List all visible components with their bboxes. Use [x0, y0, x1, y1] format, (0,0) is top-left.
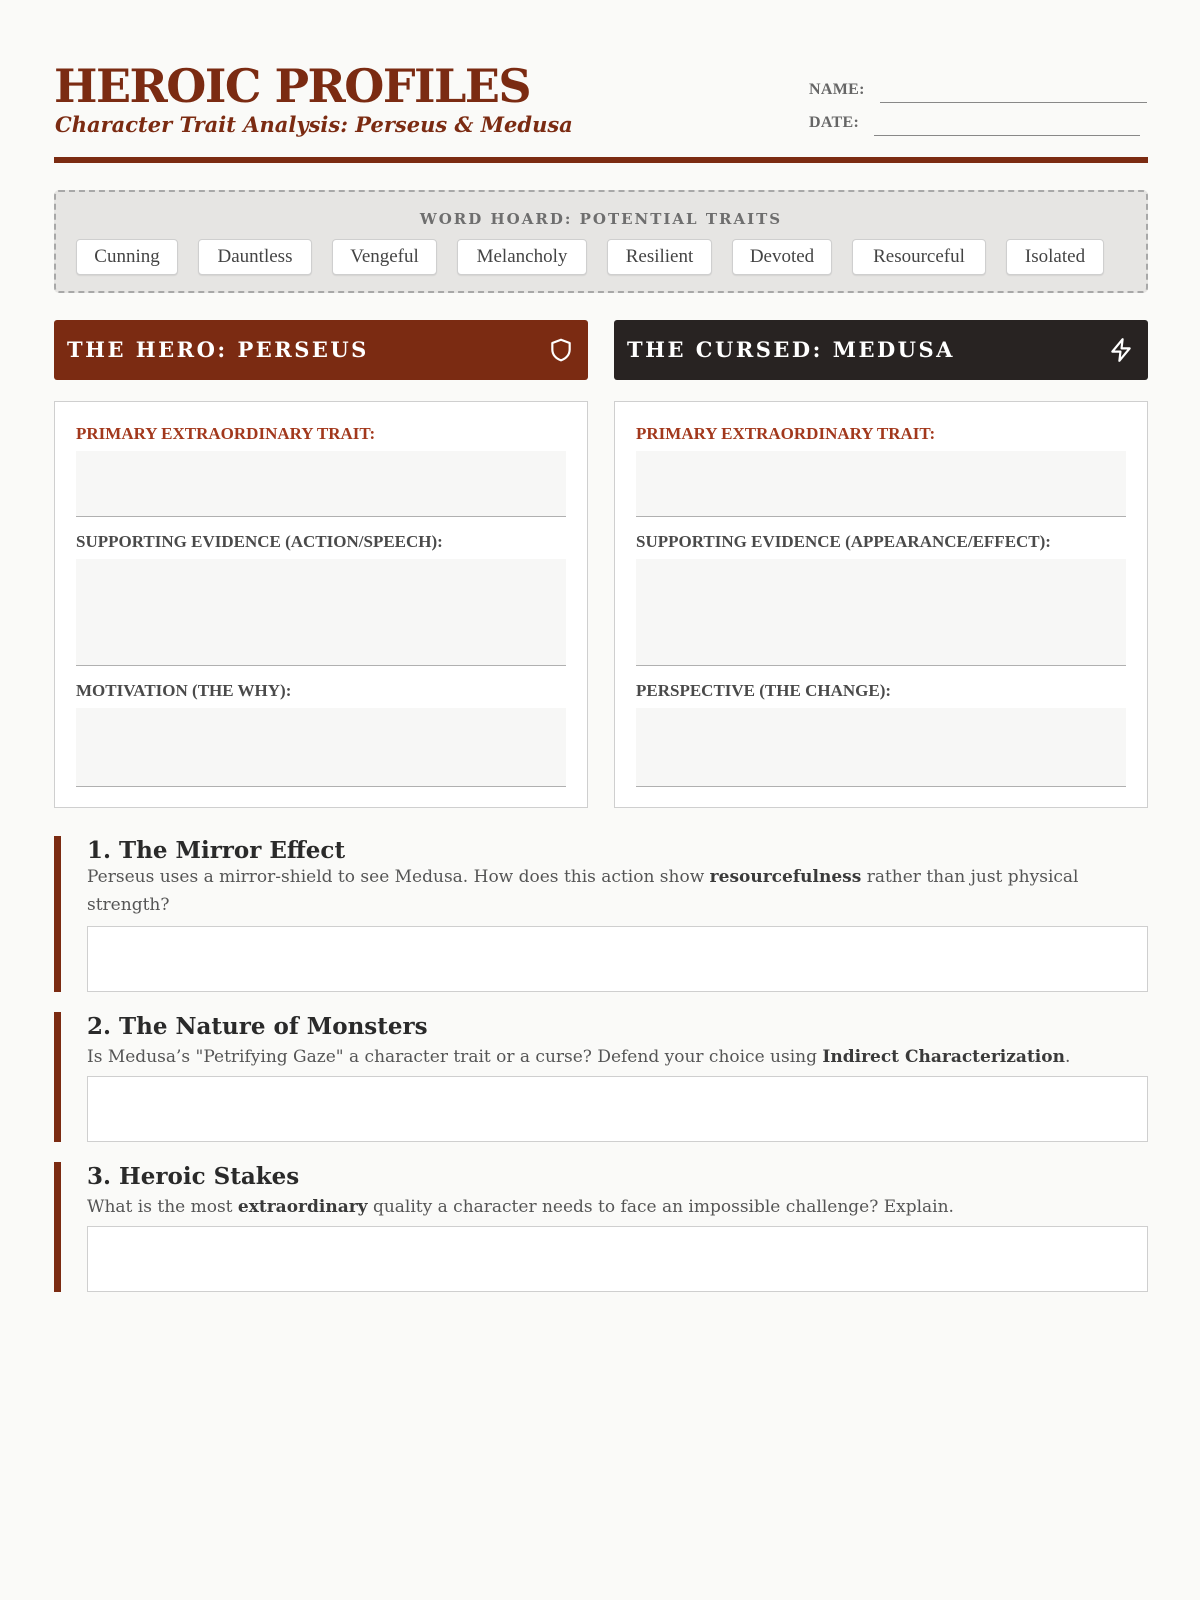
question-2 [54, 1012, 1148, 1142]
hero-column-header [54, 320, 588, 380]
trait-chip: Isolated [1006, 239, 1104, 275]
trait-chip: Resilient [607, 239, 712, 275]
cursed-perspective-input[interactable] [636, 708, 1126, 787]
hero-trait-input[interactable] [76, 451, 566, 517]
question-2-answer-box[interactable] [87, 1076, 1148, 1142]
cursed-heading: THE CURSED: MEDUSA [627, 337, 955, 362]
cursed-perspective-label: PERSPECTIVE (THE CHANGE): [636, 681, 892, 700]
word-hoard-title: WORD HOARD: POTENTIAL TRAITS [419, 210, 783, 228]
cursed-card [614, 401, 1148, 808]
date-label: DATE: [809, 114, 860, 131]
question-3-answer-box[interactable] [87, 1226, 1148, 1292]
hero-trait-label: PRIMARY EXTRAORDINARY TRAIT: [76, 424, 376, 443]
page-title: HEROIC PROFILES [54, 59, 531, 113]
trait-chip: Dauntless [198, 239, 312, 275]
trait-chip: Vengeful [332, 239, 437, 275]
cursed-column-header [614, 320, 1148, 380]
name-label: NAME: [809, 81, 865, 98]
question-1 [54, 836, 1148, 992]
hero-card [54, 401, 588, 808]
question-title: 2. The Nature of Monsters [87, 1013, 428, 1040]
cursed-evidence-label: SUPPORTING EVIDENCE (APPEARANCE/EFFECT): [636, 532, 1051, 551]
trait-chip-list [76, 239, 1126, 277]
hero-motivation-input[interactable] [76, 708, 566, 787]
word-hoard [54, 190, 1148, 293]
name-field[interactable] [880, 102, 1147, 103]
trait-chip: Cunning [76, 239, 178, 275]
question-accent-bar [54, 836, 61, 992]
question-title: 1. The Mirror Effect [87, 837, 346, 864]
question-prompt: Perseus uses a mirror-shield to see Medusa. How does this action show resourcefulness rather than just physical strength? [87, 867, 1079, 915]
hero-evidence-label: SUPPORTING EVIDENCE (ACTION/SPEECH): [76, 532, 443, 551]
question-accent-bar [54, 1162, 61, 1292]
trait-chip: Devoted [732, 239, 832, 275]
worksheet-page [54, 0, 1148, 1600]
question-prompt: What is the most extraordinary quality a character needs to face an impossible challenge? Explain. [87, 1197, 954, 1217]
trait-chip: Resourceful [852, 239, 986, 275]
cursed-trait-label: PRIMARY EXTRAORDINARY TRAIT: [636, 424, 936, 443]
question-prompt: Is Medusa’s "Petrifying Gaze" a character trait or a curse? Defend your choice using Indirect Characterization. [87, 1047, 1071, 1067]
question-3 [54, 1162, 1148, 1292]
cursed-trait-input[interactable] [636, 451, 1126, 517]
cursed-evidence-input[interactable] [636, 559, 1126, 666]
hero-motivation-label: MOTIVATION (THE WHY): [76, 681, 292, 700]
worksheet-header [54, 58, 1148, 164]
page-subtitle: Character Trait Analysis: Perseus & Medusa [55, 112, 573, 137]
hero-evidence-input[interactable] [76, 559, 566, 666]
question-1-answer-box[interactable] [87, 926, 1148, 992]
lightning-bolt-icon [1108, 337, 1134, 363]
question-accent-bar [54, 1012, 61, 1142]
hero-heading: THE HERO: PERSEUS [67, 337, 369, 362]
header-divider [54, 157, 1148, 163]
shield-icon [548, 337, 574, 363]
trait-chip: Melancholy [457, 239, 587, 275]
date-field[interactable] [874, 135, 1140, 136]
question-title: 3. Heroic Stakes [87, 1163, 300, 1190]
